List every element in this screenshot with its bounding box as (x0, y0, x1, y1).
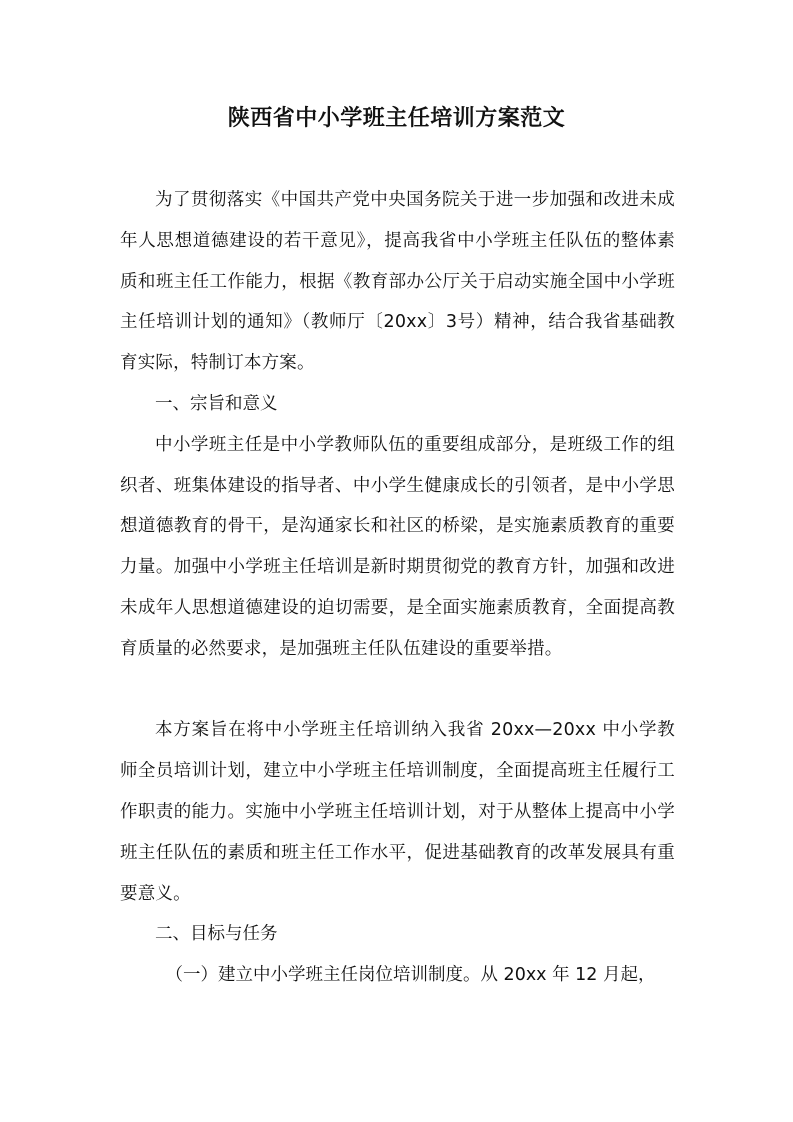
section-heading-goals: 二、目标与任务 (155, 924, 278, 945)
purpose-paragraph-2: 本方案旨在将中小学班主任培训纳入我省 20xx—20xx 中小学教师全员培训计划，建立中小学班主任培训制度，全面提高班主任履行工作职责的能力。实施中小学班主任培训计划，对于从整体上提高中小学班主任队伍的素质和班主任工作水平，促进基础教育的改革发展具有重要意义。 (120, 720, 675, 904)
paragraph-spacer (120, 670, 675, 711)
document-title: 陕西省中小学班主任培训方案范文 (227, 106, 566, 131)
intro-paragraph: 为了贯彻落实《中国共产党中央国务院关于进一步加强和改进未成年人思想道德建设的若干意见》，提高我省中小学班主任队伍的整体素质和班主任工作能力，根据《教育部办公厅关于启动实施全国中小学班主任培训计划的通知》（教师厅〔20xx〕3号）精神，结合我省基础教育实际，特制订本方案。 (120, 190, 675, 374)
document-body (120, 180, 675, 996)
section-heading-purpose: 一、宗旨和意义 (155, 393, 278, 414)
goals-item-1: （一）建立中小学班主任岗位培训制度。从 20xx 年 12 月起， (165, 965, 656, 986)
purpose-paragraph-1: 中小学班主任是中小学教师队伍的重要组成部分，是班级工作的组织者、班集体建设的指导者、中小学生健康成长的引领者，是中小学思想道德教育的骨干，是沟通家长和社区的桥梁，是实施素质教育的重要力量。加强中小学班主任培训是新时期贯彻党的教育方针，加强和改进未成年人思想道德建设的迫切需要，是全面实施素质教育，全面提高教育质量的必然要求，是加强班主任队伍建设的重要举措。 (120, 434, 675, 659)
